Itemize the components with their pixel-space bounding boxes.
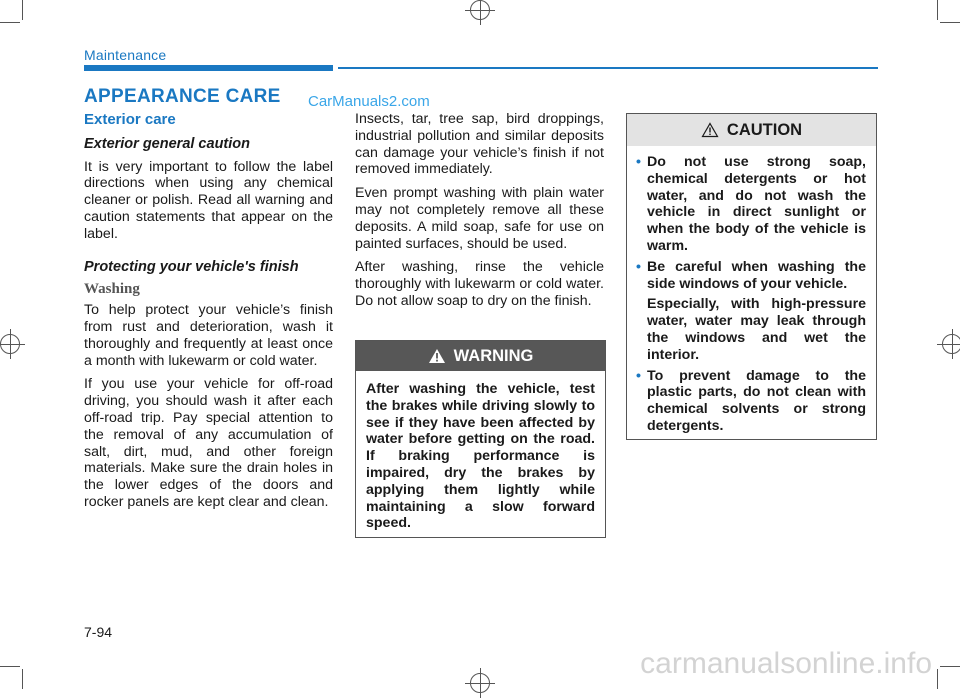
warning-text: After washing the vehicle, test the brakes while driving slowly to see if they have been affected by water before getting on the road. If braking performance is impaired, dry the brakes by applying them lightly while maintaining a slow forward speed. <box>366 381 595 532</box>
registration-mark-icon <box>0 334 20 354</box>
crop-mark <box>940 666 960 667</box>
paragraph: Insects, tar, tree sap, bird droppings, industrial pollution and similar deposits can damage your vehicle’s finish if not removed immediately. <box>355 111 604 178</box>
crop-mark <box>0 22 20 23</box>
paragraph: If you use your vehicle for off-road driving, you should wash it after each off-road trip. Pay special attention to the removal of any accumulation of salt, dirt, mud, and other foreign materials. Make sure the drain holes in the lower edges of the doors and rocker panels are kept clear and clean. <box>84 376 333 510</box>
heading-exterior-caution: Exterior general caution <box>84 135 250 152</box>
caution-box <box>626 113 877 440</box>
crop-mark <box>22 669 23 689</box>
registration-mark-icon <box>470 673 490 693</box>
paragraph: It is very important to follow the label directions when using any chemical cleaner or polish. Read all warning and caution statements that appear on the label. <box>84 158 333 242</box>
page-number: 7-94 <box>84 624 113 640</box>
section-label: Maintenance <box>84 47 167 63</box>
caution-bullet: • To prevent damage to the plastic parts, do not clean with chemical solvents or strong detergents. <box>637 368 866 435</box>
warning-header <box>356 341 605 371</box>
site-watermark: carmanualsonline.info <box>640 647 932 680</box>
crop-mark <box>937 669 938 689</box>
page-title: APPEARANCE CARE <box>84 86 281 107</box>
warning-label: WARNING <box>453 346 534 365</box>
header-rule-thin <box>338 67 878 69</box>
caution-triangle-icon <box>701 122 719 138</box>
heading-protecting-finish: Protecting your vehicle's finish <box>84 258 299 275</box>
registration-mark-icon <box>942 334 960 354</box>
crop-mark <box>940 22 960 23</box>
left-column <box>84 112 333 518</box>
crop-mark <box>937 0 938 20</box>
heading-exterior-care: Exterior care <box>84 111 176 128</box>
crop-mark <box>22 0 23 20</box>
caution-bullet: • Be careful when washing the side windows of your vehicle. <box>637 259 866 293</box>
caution-bullet: • Do not use strong soap, chemical detergents or hot water, and do not wash the vehicle in direct sunlight or when the body of the vehicle is warm. <box>637 154 866 255</box>
caution-label: CAUTION <box>726 120 803 139</box>
paragraph: To help protect your vehicle’s finish from rust and deterioration, wash it thoroughly and frequently at least once a month with lukewarm or cold water. <box>84 302 333 369</box>
crop-mark <box>0 666 20 667</box>
paragraph: After washing, rinse the vehicle thoroughly with lukewarm or cold water. Do not allow soap to dry on the finish. <box>355 259 604 309</box>
caution-header <box>627 114 876 146</box>
heading-washing: Washing <box>84 281 140 298</box>
watermark-link[interactable]: CarManuals2.com <box>308 93 430 110</box>
warning-triangle-icon <box>428 348 446 364</box>
caution-body <box>627 146 876 449</box>
registration-mark-icon <box>470 0 490 20</box>
caution-sub-paragraph: Especially, with high-pressure water, water may leak through the windows and wet the interior. <box>647 296 866 363</box>
paragraph: Even prompt washing with plain water may not completely remove all these deposits. A mild soap, safe for use on painted surfaces, should be used. <box>355 185 604 252</box>
warning-box <box>355 340 606 538</box>
middle-column <box>355 111 604 317</box>
header-rule <box>84 65 333 71</box>
